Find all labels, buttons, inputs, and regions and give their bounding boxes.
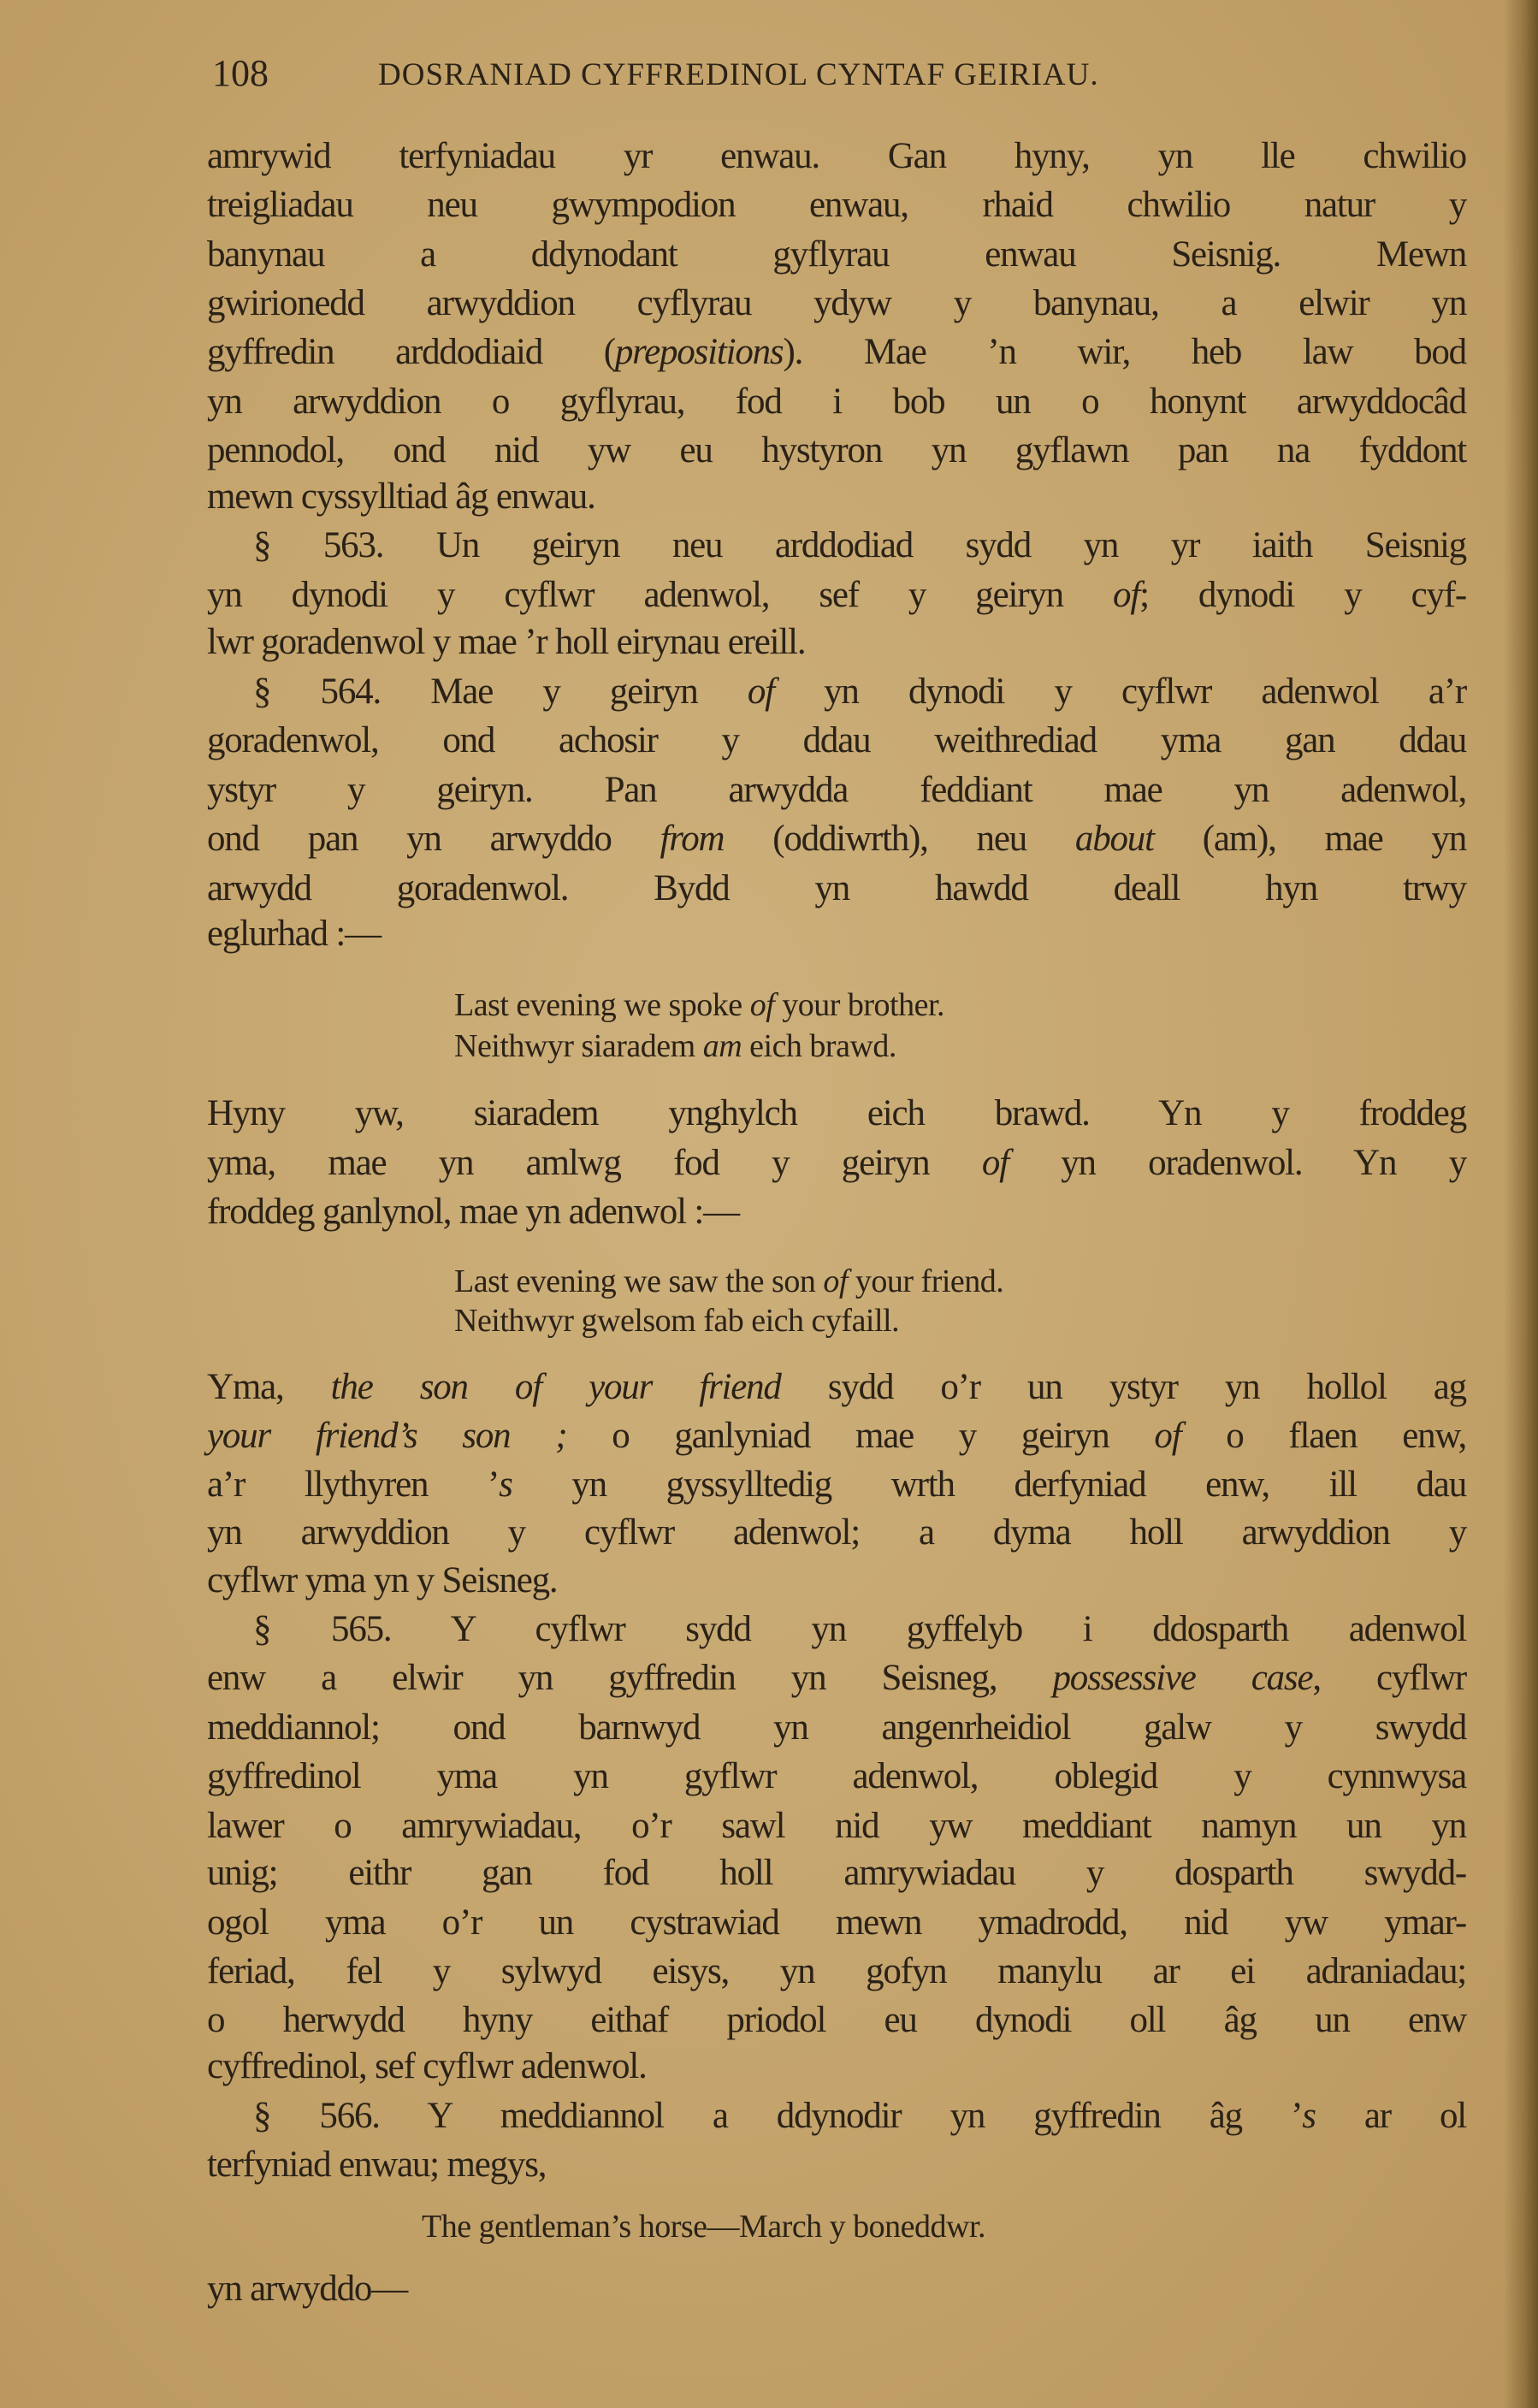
text-segment: ). Mae ’n wir, heb law bod: [783, 332, 1466, 372]
text-line: [207, 2265, 1466, 2313]
text-line: [207, 2043, 1466, 2091]
text-line: [207, 571, 1466, 619]
text-segment: unig; eithr gan fod holl amrywiadau y dosparth swydd-: [207, 1853, 1466, 1893]
text-segment: yn arwyddo—: [207, 2269, 408, 2309]
text-line: [253, 668, 1466, 716]
text-segment: ond pan yn arwyddo: [207, 819, 660, 859]
text-line: [207, 717, 1466, 765]
page-number: 108: [212, 52, 269, 94]
text-segment: (am), mae yn: [1153, 819, 1466, 859]
text-segment: eglurhad :—: [207, 914, 381, 954]
text-segment: o ganlyniad mae y geiryn: [566, 1416, 1155, 1456]
text-line: [207, 865, 1466, 913]
text-segment: enw a elwir yn gyffredin yn Seisneg,: [207, 1658, 1053, 1698]
text-segment: ystyr y geiryn. Pan arwydda feddiant mae yn adenwol,: [207, 770, 1466, 810]
example-line: [422, 2203, 985, 2251]
text-segment: § 564. Mae y geiryn: [253, 672, 748, 712]
text-segment: treigliadau neu gwympodion enwau, rhaid chwilio natur y: [207, 185, 1466, 225]
text-segment: mewn cyssylltiad âg enwau.: [207, 476, 595, 517]
italic-text: of: [1154, 1416, 1181, 1456]
text-segment: arwydd goradenwol. Bydd yn hawdd deall hyn trwy: [207, 868, 1466, 908]
text-line: [207, 815, 1466, 863]
text-line: [207, 1090, 1466, 1138]
text-segment: goradenwol, ond achosir y ddau weithrediad yma gan ddau: [207, 720, 1466, 760]
text-line: [253, 1606, 1466, 1654]
text-line: [207, 1188, 1466, 1236]
text-segment: cyffredinol, sef cyflwr adenwol.: [207, 2046, 647, 2086]
italic-text: of: [823, 1263, 848, 1299]
italic-text: of: [749, 987, 775, 1023]
text-segment: gwirionedd arwyddion cyflyrau ydyw y banynau, a elwir yn: [207, 283, 1466, 323]
text-line: [207, 1704, 1466, 1752]
text-segment: feriad, fel y sylwyd eisys, yn gofyn manylu ar ei adraniadau;: [207, 1951, 1466, 1991]
text-segment: § 563. Un geiryn neu arddodiad sydd yn yr iaith Seisnig: [253, 525, 1466, 565]
italic-text: the son of your friend: [330, 1367, 781, 1407]
text-line: [207, 1461, 1466, 1509]
text-line: [207, 328, 1466, 376]
text-line: [207, 2141, 1466, 2189]
text-segment: Last evening we spoke: [454, 987, 750, 1023]
text-line: [207, 1753, 1466, 1801]
text-segment: terfyniad enwau; megys,: [207, 2145, 547, 2185]
text-line: [253, 2092, 1466, 2140]
text-line: [207, 181, 1466, 229]
text-segment: your friend.: [847, 1263, 1004, 1299]
italic-text: s: [499, 1464, 512, 1505]
text-segment: § 566. Y meddiannol a ddynodir yn gyffredin âg ’: [253, 2096, 1303, 2136]
text-segment: ogol yma o’r un cystrawiad mewn ymadrodd, nid yw ymar-: [207, 1902, 1466, 1943]
italic-text: of: [1113, 575, 1140, 615]
text-segment: eich brawd.: [742, 1028, 896, 1064]
text-line: [207, 1997, 1466, 2044]
text-segment: Neithwyr siaradem: [454, 1028, 703, 1064]
text-line: [207, 1557, 1466, 1605]
text-line: [207, 231, 1466, 279]
text-line: [207, 1139, 1466, 1187]
text-segment: banynau a ddynodant gyflyrau enwau Seisnig. Mewn: [207, 234, 1466, 275]
example-line: [454, 1022, 896, 1070]
text-segment: Neithwyr gwelsom fab eich cyfaill.: [454, 1303, 900, 1339]
text-line: [207, 1509, 1466, 1557]
text-segment: cyflwr yma yn y Seisneg.: [207, 1560, 558, 1600]
text-line: [207, 378, 1466, 426]
italic-text: about: [1074, 819, 1154, 859]
text-line: [207, 280, 1466, 328]
text-segment: gyffredin arddodiaid (: [207, 332, 615, 372]
text-segment: sydd o’r un ystyr yn hollol ag: [780, 1367, 1466, 1407]
text-segment: yn arwyddion y cyflwr adenwol; a dyma holl arwyddion y: [207, 1512, 1466, 1553]
text-segment: froddeg ganlynol, mae yn adenwol :—: [207, 1192, 739, 1232]
text-line: [207, 1849, 1466, 1897]
text-segment: amrywid terfyniadau yr enwau. Gan hyny, yn lle chwilio: [207, 136, 1466, 176]
text-line: [207, 766, 1466, 814]
text-line: [207, 1364, 1466, 1411]
text-segment: lawer o amrywiadau, o’r sawl nid yw meddiant namyn un yn: [207, 1806, 1466, 1846]
text-segment: your brother.: [774, 987, 945, 1023]
text-segment: ar ol: [1315, 2096, 1467, 2136]
text-line: [207, 1654, 1466, 1702]
text-segment: o flaen enw,: [1180, 1416, 1466, 1456]
text-segment: o herwydd hyny eithaf priodol eu dynodi oll âg un enw: [207, 2000, 1466, 2040]
text-segment: yn gyssylltedig wrth derfyniad enw, ill dau: [512, 1464, 1466, 1505]
text-line: [207, 1412, 1466, 1460]
text-line: [207, 1948, 1466, 1996]
text-segment: The gentleman’s horse—March y boneddwr.: [422, 2209, 986, 2245]
text-segment: lwr goradenwol y mae ’r holl eirynau ereill.: [207, 622, 806, 662]
italic-text: of: [981, 1143, 1009, 1183]
italic-text: from: [660, 819, 725, 859]
page-edge-shadow: [1504, 0, 1538, 2408]
text-line: [207, 427, 1466, 475]
text-segment: § 565. Y cyflwr sydd yn gyffelyb i ddosparth adenwol: [253, 1609, 1466, 1649]
text-segment: Hyny yw, siaradem ynghylch eich brawd. Yn y froddeg: [207, 1093, 1466, 1133]
text-line: [207, 910, 1466, 958]
italic-text: am: [702, 1028, 742, 1064]
text-line: [207, 1899, 1466, 1947]
text-segment: Last evening we saw the son: [454, 1263, 824, 1299]
italic-text: your friend’s son ;: [207, 1416, 567, 1456]
italic-text: s: [1302, 2096, 1316, 2136]
text-segment: pennodol, ond nid yw eu hystyron yn gyflawn pan na fyddont: [207, 430, 1466, 470]
text-segment: (oddiwrth), neu: [724, 819, 1075, 859]
running-title: DOSRANIAD CYFFREDINOL CYNTAF GEIRIAU.: [378, 57, 1099, 92]
text-segment: gyffredinol yma yn gyflwr adenwol, oblegid y cynnwysa: [207, 1756, 1466, 1796]
text-line: [207, 473, 1466, 521]
text-segment: yn dynodi y cyflwr adenwol a’r: [773, 672, 1466, 712]
italic-text: possessive case: [1052, 1658, 1313, 1698]
italic-text: of: [747, 672, 774, 712]
text-line: [207, 1802, 1466, 1850]
text-segment: yma, mae yn amlwg fod y geiryn: [207, 1143, 982, 1183]
text-line: [253, 522, 1466, 570]
text-segment: meddiannol; ond barnwyd yn angenrheidiol galw y swydd: [207, 1707, 1466, 1748]
text-segment: yn oradenwol. Yn y: [1008, 1143, 1466, 1183]
text-segment: , cyflwr: [1312, 1658, 1466, 1698]
text-segment: ; dynodi y cyf-: [1139, 575, 1466, 615]
text-segment: yn arwyddion o gyflyrau, fod i bob un o honynt arwyddocâd: [207, 382, 1466, 422]
text-line: [207, 618, 1466, 666]
text-line: [207, 133, 1466, 180]
text-segment: a’r llythyren ’: [207, 1464, 500, 1505]
text-segment: yn dynodi y cyflwr adenwol, sef y geiryn: [207, 575, 1114, 615]
example-line: [454, 1297, 899, 1345]
italic-text: prepositions: [614, 332, 784, 372]
text-segment: Yma,: [207, 1367, 331, 1407]
